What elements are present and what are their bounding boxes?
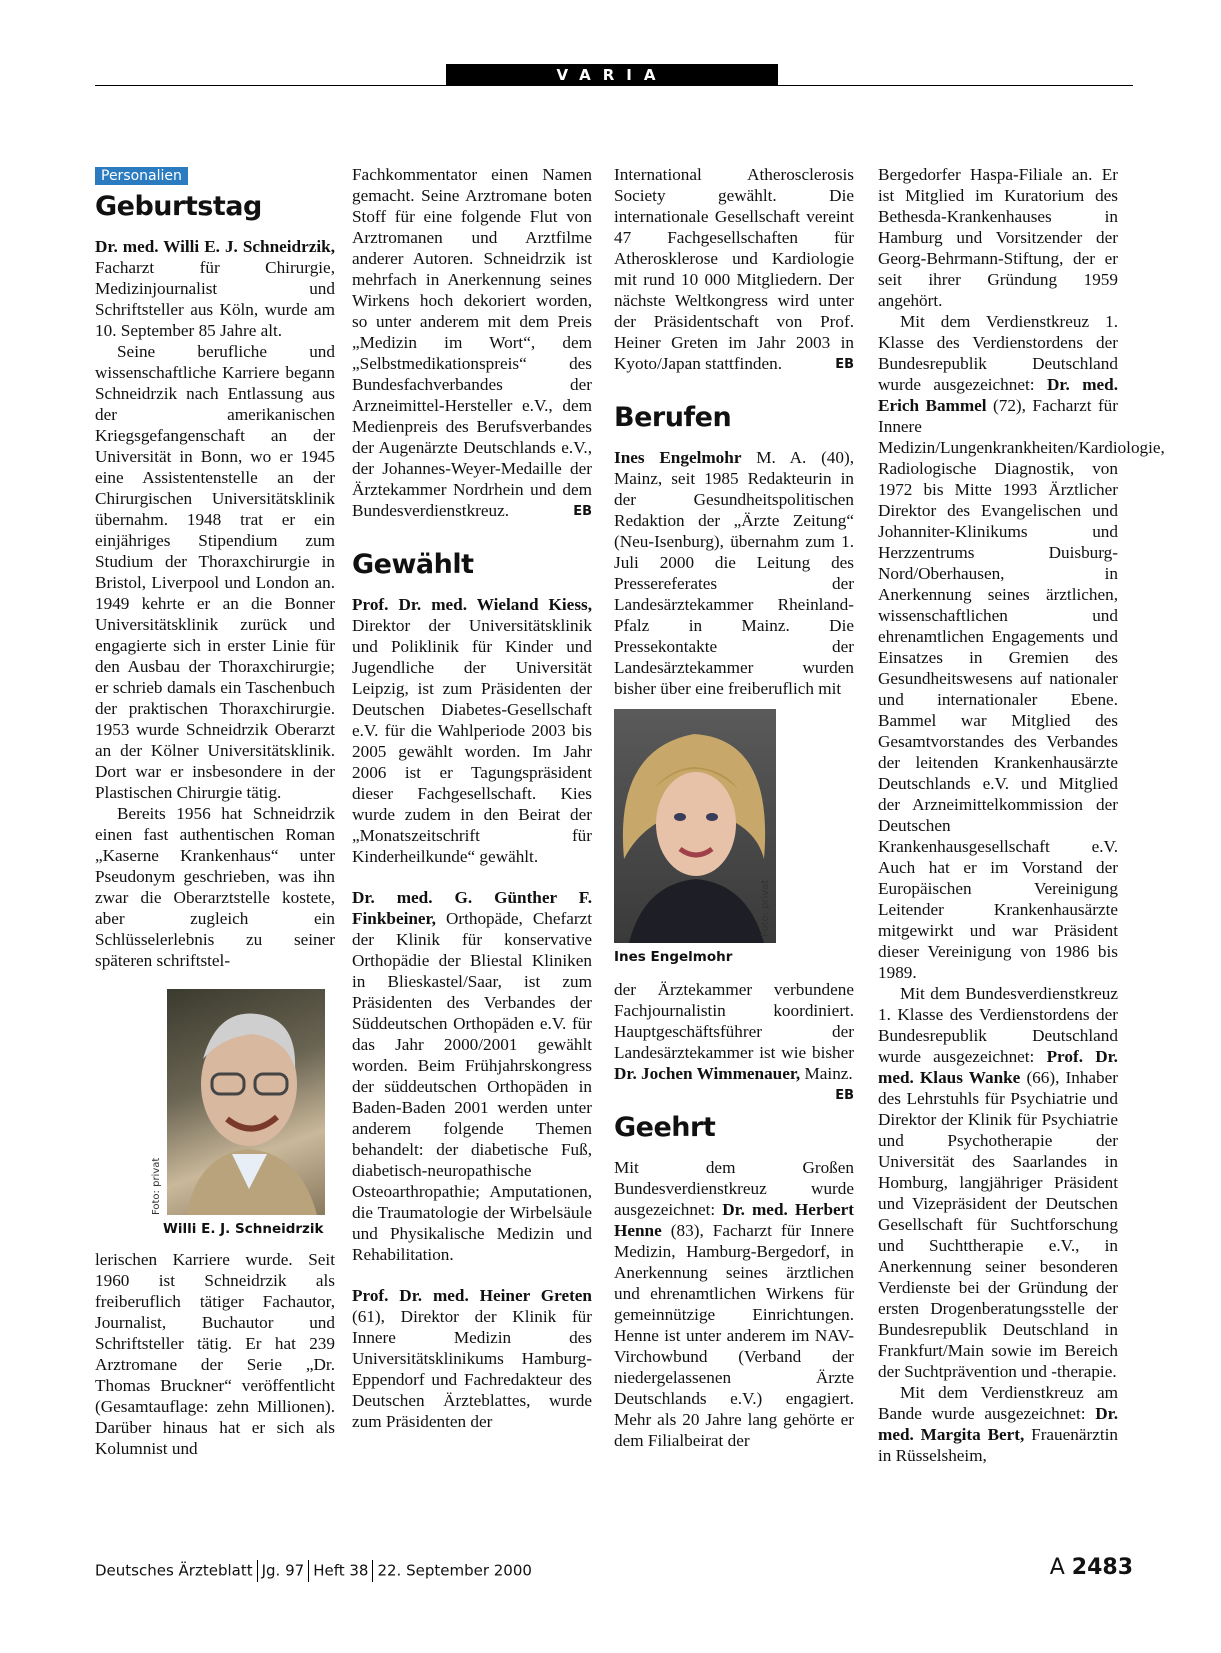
person-name: Dr. med. Erich Bammel [878, 375, 1118, 415]
text: Mainz. [800, 1064, 853, 1083]
paragraph: Bereits 1956 hat Schneidrzik einen fast authentischen Roman „Kaserne Krankenhaus“ unter Pseudonym geschrieben, was ihn zwar die Oberarztstelle kostete, aber zugleich ein Schlüsselerlebnis zu seiner späteren schriftstel- [95, 804, 335, 970]
text: International Atherosclerosis Society gewählt. Die internationale Gesellschaft vereint 47 Fachgesellschaften für Atherosklerose und Kardiologie mit rund 10 000 Mitgliedern. Der nächste Weltkongress wird unter der Präsidentschaft von Prof. Heiner Greten im Jahr 2003 in Kyoto/Japan stattfinden. [614, 165, 854, 373]
person-name: Dr. med. Herbert Henne [614, 1200, 854, 1240]
author-signature: EB [573, 504, 592, 519]
author-signature: EB [835, 1088, 854, 1103]
paragraph: lerischen Karriere wurde. Seit 1960 ist Schneidrzik als freiberuflich tätiger Fachautor, Journalist, Buchautor und Schriftsteller tätig. Er hat 239 Arztromane der Serie „Dr. Thomas Bruckner“ veröffentlicht (Gesamtauflage: zehn Millionen). Darüber hinaus hat er sich als Kolumnist und [95, 1250, 335, 1458]
paragraph [614, 164, 854, 374]
text: Frauenärztin in Rüsselsheim, [878, 1425, 1118, 1465]
paragraph [614, 979, 854, 1103]
text: Mit dem Bundesverdienstkreuz 1. Klasse des Verdienstordens der Bundesrepublik Deutschland wurde ausgezeichnet: [878, 984, 1118, 1066]
volume: Jg. 97 [261, 1561, 305, 1580]
heading-gewaehlt: Gewählt [352, 549, 474, 580]
text: Facharzt für Chirurgie, Medizinjournalist und Schriftsteller aus Köln, wurde am 10. September 85 Jahre alt. [95, 258, 335, 340]
paragraph [352, 887, 592, 1265]
paragraph [878, 1382, 1118, 1466]
person-name: Dr. Jochen Wimmenauer, [614, 1064, 801, 1083]
text: (61), Direktor der Klinik für Innere Medizin des Universitätsklinikums Hamburg-Eppendorf und Fachredakteur des Deutschen Ärzteblattes, wurde zum Präsidenten der [352, 1307, 592, 1431]
page-number [1050, 1555, 1133, 1580]
paragraph [95, 236, 335, 341]
heading-geehrt: Geehrt [614, 1112, 716, 1143]
column-2 [352, 164, 592, 1432]
text: Orthopäde, Chefarzt der Klinik für konservative Orthopädie der Bliestal Kliniken in Blieskastel/Saar, ist zum Präsidenten des Verbandes der Süddeutschen Orthopäden e.V. für das Jahr 2000/2001 gewählt worden. Beim Frühjahrskongress der süddeutschen Orthopäden in Baden-Baden 2001 werden unter anderem folgende Themen behandelt: der diabetische Fuß, diabetisch-neuropathische Osteoarthropathie; Amputationen, die Traumatologie der Wirbelsäule und Physikalische Medizin und Rehabilitation. [352, 909, 592, 1264]
paragraph [352, 1285, 592, 1432]
paragraph [878, 983, 1118, 1382]
page-prefix: A [1049, 1555, 1065, 1580]
paragraph: Seine berufliche und wissenschaftliche Karriere begann Schneidrzik nach Entlassung aus der amerikanischen Kriegsgefangenschaft an der Universität in Bonn, wo er 1945 eine Assistentenstelle an der Chirurgischen Universitätsklinik übernahm. 1948 trat er ein einjähriges Stipendium zum Studium der Thoraxchirurgie in Bristol, Liverpool und London an. 1949 kehrte er an die Bonner Universitätsklinik zurück und engagierte sich in erster Linie für den Ausbau der Thoraxchirurgie; er schrieb damals ein Taschenbuch der praktischen Thoraxchirurgie. 1953 wurde Schneidrzik Oberarzt an der Kölner Universitätsklinik. Dort war er insbesondere in der Plastischen Chirurgie tätig. [95, 342, 335, 802]
issue: Heft 38 [313, 1561, 369, 1580]
text: M. A. (40), Mainz, seit 1985 Redakteurin in der Gesundheitspolitischen Redaktion der „Ärzte Zeitung“ (Neu-Isenburg), übernahm zum 1. Juli 2000 die Leitung des Pressereferates der Landesärztekammer Rheinland-Pfalz in Mainz. Die Pressekontakte der Landesärztekammer wurden bisher über eine freiberuflich mit [614, 448, 854, 698]
person-name: Dr. med. Margita Bert, [878, 1404, 1118, 1444]
paragraph [352, 594, 592, 867]
photo-credit: Foto: privat [760, 879, 771, 937]
person-name: Dr. med. Willi E. J. Schneidrzik, [95, 237, 335, 256]
category-label: Personalien [95, 167, 188, 185]
issue-date: 22. September 2000 [377, 1561, 532, 1580]
text: Direktor der Universitätsklinik und Poliklinik für Kinder und Jugendliche der Universität Leipzig, ist zum Präsidenten der Deutschen Diabetes-Gesellschaft e.V. für die Wahlperiode 2003 bis 2005 gewählt worden. Im Jahr 2006 ist er Tagungspräsident dieser Fachgesellschaft. Kies wurde zudem in den Beirat der „Monatszeitschrift für Kinderheilkunde“ gewählt. [352, 616, 592, 866]
page-number-value: 2483 [1071, 1555, 1133, 1580]
text: (72), Facharzt für Innere Medizin/Lungenkrankheiten/Kardiologie, Radiologische Diagnostik, von 1972 bis Mitte 1993 Ärztlicher Direktor des Evangelischen und Johanniter-Klinikums und Herzzentrums Duisburg-Nord/Oberhausen, in Anerkennung seines ärztlichen, wissenschaftlichen und ehrenamtlichen Engagements und Einsatzes in Gremien des Gesundheitswesens auf nationaler und internationaler Ebene. Bammel war Mitglied des Gesamtvorstandes des Verbandes der leitenden Krankenhausärzte Deutschlands e.V. und Mitglied der Arzneimittelkommission der Deutschen Krankenhausgesellschaft e.V. Auch hat er im Vorstand der Europäischen Vereinigung Leitender Krankenhausärzte mitgewirkt und war Präsident dieser Vereinigung von 1986 bis 1989. [878, 396, 1165, 982]
person-name: Prof. Dr. med. Heiner Greten [352, 1286, 592, 1305]
column-3 [614, 164, 854, 1451]
text: (83), Facharzt für Innere Medizin, Hamburg-Bergedorf, in Anerkennung seines ärztlichen und ehrenamtlichen Wirkens für gemeinnützige Einrichtungen. Henne ist unter anderem im NAV-Virchowbund (Verband der niedergelassenen Ärzte Deutschlands e.V.) engagiert. Mehr als 20 Jahre lang gehörte er dem Filialbeirat der [614, 1221, 854, 1450]
heading-berufen: Berufen [614, 402, 732, 433]
text: Mit dem Verdienstkreuz 1. Klasse des Verdienstordens der Bundesrepublik Deutschland wurde ausgezeichnet: [878, 312, 1118, 394]
photo-engelmohr [614, 709, 776, 943]
photo-schneidrzik [151, 989, 325, 1215]
person-name: Prof. Dr. med. Klaus Wanke [878, 1047, 1118, 1087]
footer [95, 1560, 532, 1582]
paragraph [878, 311, 1165, 983]
text: (66), Inhaber des Lehrstuhls für Psychiatrie und Direktor der Klinik für Psychiatrie und Psychotherapie der Universität des Saarlandes in Homburg, langjähriger Präsident und Vizepräsident der Deutschen Gesellschaft für Suchtforschung und Suchttherapie e.V., in Anerkennung seiner besonderen Verdienste bei der Gründung der ersten Drogenberatungsstelle der Bundesrepublik Deutschland in Frankfurt/Main sowie im Bereich der Suchtprävention und -therapie. [878, 1068, 1119, 1381]
author-signature: EB [835, 357, 854, 372]
photo-caption: Willi E. J. Schneidrzik [163, 1221, 324, 1237]
paragraph [614, 1157, 854, 1451]
text: Mit dem Verdienstkreuz am Bande wurde ausgezeichnet: [878, 1383, 1118, 1423]
section-banner: VARIA [446, 64, 778, 86]
paragraph: Bergedorfer Haspa-Filiale an. Er ist Mitglied im Kuratorium des Bethesda-Krankenhauses in Hamburg und Vorsitzender der Georg-Behrmann-Stiftung, der er seit ihrer Gründung 1959 angehört. [878, 165, 1118, 310]
paragraph [614, 447, 854, 699]
person-name: Ines Engelmohr [614, 448, 742, 467]
heading-geburtstag: Geburtstag [95, 191, 262, 222]
column-1 [95, 164, 335, 1459]
header-rule [95, 85, 1133, 86]
text: Fachkommentator einen Namen gemacht. Seine Arztromane boten Stoff für eine folgende Flut von Arztromanen und Arztfilme anderer Autoren. Schneidrzik ist mehrfach in Anerkennung seines Wirkens hoch dekoriert worden, so unter anderem mit dem Preis „Medizin im Wort“, dem „Selbstmedikationspreis“ des Bundesfachverbandes der Arzneimittel-Hersteller e.V., dem Medienpreis des Berufsverbandes der Augenärzte Deutschlands e.V., der Johannes-Weyer-Medaille der Ärztekammer Nordrhein und dem Bundesverdienstkreuz. [352, 165, 592, 520]
journal-name: Deutsches Ärzteblatt [95, 1561, 253, 1580]
text: der Ärztekammer verbundene Fachjournalistin koordiniert. Hauptgeschäftsführer der Landesärztekammer ist wie bisher [614, 980, 854, 1062]
text: Mit dem Großen Bundesverdienstkreuz wurde ausgezeichnet: [614, 1158, 854, 1219]
photo-credit: Foto: privat [151, 1157, 162, 1215]
paragraph [352, 164, 592, 521]
portrait-illustration [614, 709, 776, 943]
column-4 [878, 164, 1165, 1466]
person-name: Prof. Dr. med. Wieland Kiess, [352, 595, 592, 614]
portrait-illustration [167, 989, 325, 1215]
photo-caption: Ines Engelmohr [614, 949, 733, 965]
person-name: Dr. med. G. Günther F. Finkbeiner, [352, 888, 592, 928]
